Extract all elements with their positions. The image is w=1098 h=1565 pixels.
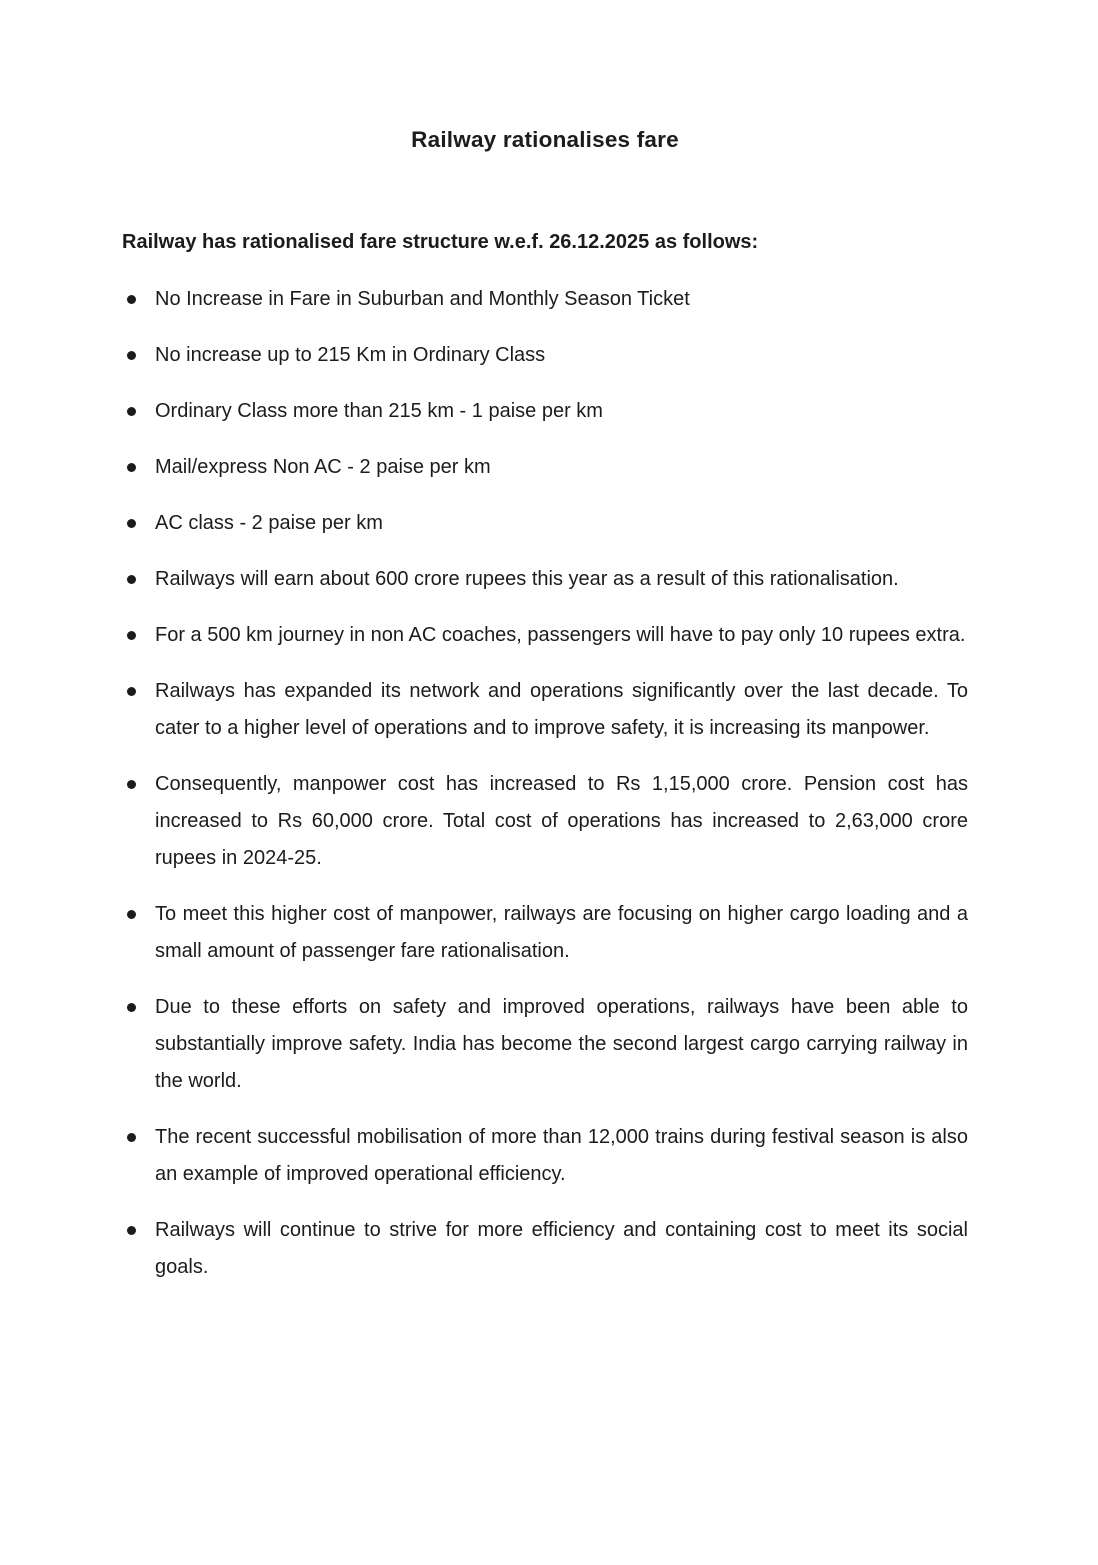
bullet-item	[122, 393, 968, 430]
document-title: Railway rationalises fare	[411, 127, 679, 152]
bullet-text: Consequently, manpower cost has increased to Rs 1,15,000 crore. Pension cost has increased to Rs 60,000 crore. Total cost of operations has increased to 2,63,000 crore rupees in 2024-25.	[155, 773, 968, 869]
bullet-dot-icon	[127, 295, 136, 304]
bullet-text: Railways will earn about 600 crore rupees this year as a result of this rationalisation.	[155, 568, 899, 590]
bullet-dot-icon	[127, 463, 136, 472]
bullet-item	[122, 561, 968, 598]
bullet-text: Ordinary Class more than 215 km - 1 paise per km	[155, 400, 603, 422]
bullet-dot-icon	[127, 351, 136, 360]
bullet-item	[122, 617, 968, 654]
bullet-text: No increase up to 215 Km in Ordinary Class	[155, 344, 546, 366]
bullet-item	[122, 766, 968, 877]
bullet-dot-icon	[127, 1133, 136, 1142]
bullet-item	[122, 337, 968, 374]
bullet-dot-icon	[127, 1226, 136, 1235]
bullet-text: AC class - 2 paise per km	[155, 512, 383, 534]
bullet-text: To meet this higher cost of manpower, railways are focusing on higher cargo loading and a small amount of passenger fare rationalisation.	[155, 903, 968, 962]
bullet-item	[122, 673, 968, 747]
bullet-item	[122, 1119, 968, 1193]
bullet-item	[122, 505, 968, 542]
bullet-dot-icon	[127, 687, 136, 696]
bullet-text: For a 500 km journey in non AC coaches, passengers will have to pay only 10 rupees extra.	[155, 624, 966, 646]
bullet-list	[122, 281, 968, 1286]
bullet-text: No Increase in Fare in Suburban and Monthly Season Ticket	[155, 288, 690, 310]
bullet-dot-icon	[127, 910, 136, 919]
bullet-item	[122, 989, 968, 1100]
bullet-text: Due to these efforts on safety and improved operations, railways have been able to substantially improve safety. India has become the second largest cargo carrying railway in the world.	[155, 996, 968, 1092]
bullet-dot-icon	[127, 1003, 136, 1012]
bullet-dot-icon	[127, 780, 136, 789]
bullet-item	[122, 449, 968, 486]
bullet-dot-icon	[127, 519, 136, 528]
bullet-item	[122, 1212, 968, 1286]
bullet-item	[122, 896, 968, 970]
bullet-dot-icon	[127, 575, 136, 584]
bullet-text: Railways has expanded its network and operations significantly over the last decade. To cater to a higher level of operations and to improve safety, it is increasing its manpower.	[155, 680, 968, 739]
bullet-dot-icon	[127, 631, 136, 640]
bullet-text: The recent successful mobilisation of more than 12,000 trains during festival season is also an example of improved operational efficiency.	[155, 1126, 968, 1185]
bullet-dot-icon	[127, 407, 136, 416]
bullet-item	[122, 281, 968, 318]
intro-heading: Railway has rationalised fare structure w.e.f. 26.12.2025 as follows:	[122, 231, 759, 253]
bullet-text: Mail/express Non AC - 2 paise per km	[155, 456, 491, 478]
bullet-text: Railways will continue to strive for more efficiency and containing cost to meet its social goals.	[155, 1219, 968, 1278]
